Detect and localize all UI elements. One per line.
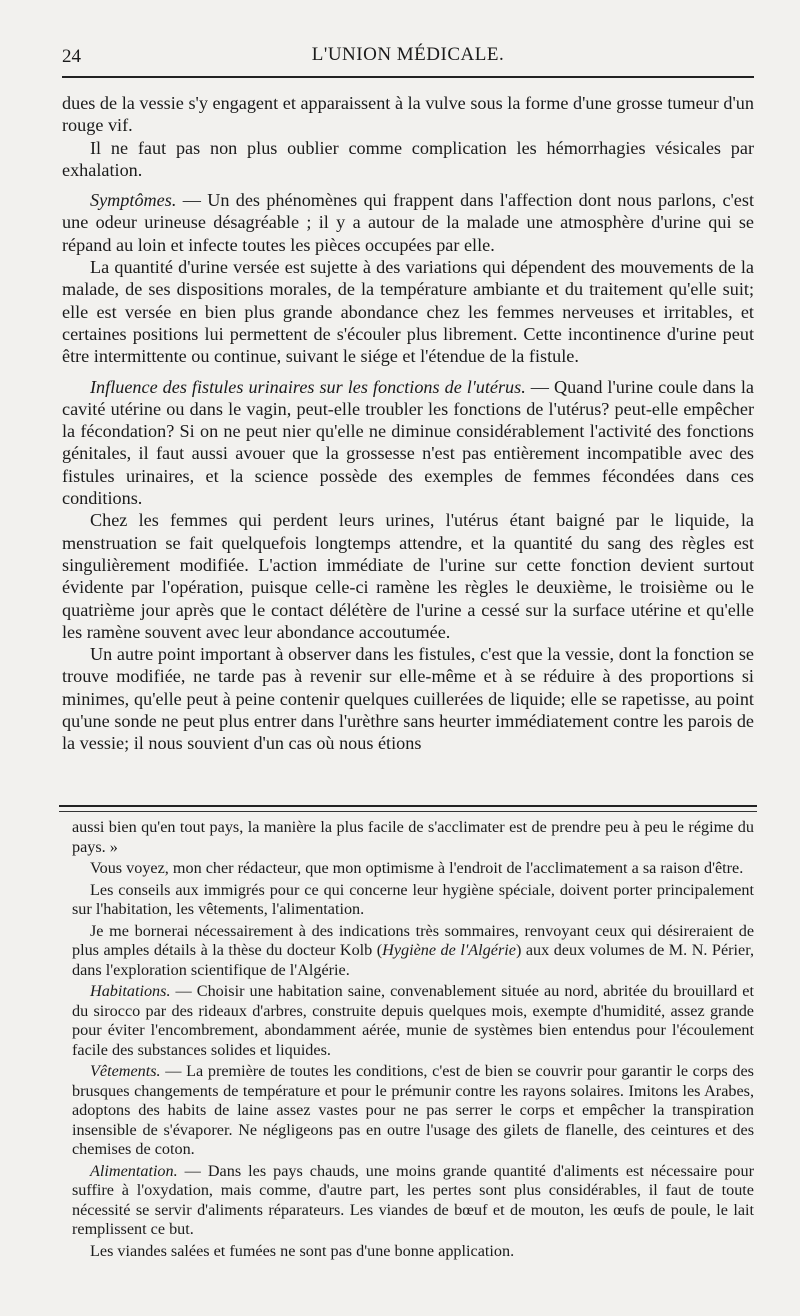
subheading-vetements: Vêtements. [90, 1062, 161, 1080]
feuilleton-paragraph [72, 922, 754, 981]
text-segment: ) aux deux volumes de M. N. Périer, dans l'exploration scientifique de l'Algérie. [72, 941, 754, 979]
feuilleton-paragraph-habitations [72, 982, 754, 1060]
subheading-alimentation: Alimentation. [90, 1161, 178, 1180]
paragraph-body: — Quand l'urine coule dans la cavité utérine ou dans le vagin, peut-elle troubler les fonctions de l'utérus? peut-elle empêcher la fécondation? Si on ne peut nier qu'elle ne diminue considérablement l'activité des fonctions génitales, il faut aussi avouer que la grossesse n'est pas entièrement incompatible avec des fistules urinaires, et la science possède des exemples de femmes fécondées dans ces conditions. [62, 376, 754, 509]
section-heading-influence: Influence des fistules urinaires sur les fonctions de l'utérus. [90, 376, 526, 397]
paragraph-hemorrhagies: Il ne faut pas non plus oublier comme complication les hémorrhagies vésicales par exhalation. [62, 137, 754, 180]
text-segment: — Choisir une habitation saine, convenablement située au nord, abritée du brouillard et du sirocco par des rideaux d'arbres, construite depuis quelques mois, exempte d'humidité, assez grande pour éviter l'encombrement, abondamment aérée, munie de systèmes bien entendus pour l'écoulement facile des substances solides et liquides. [72, 982, 754, 1059]
page [62, 40, 754, 1260]
feuilleton-paragraph-vetements [72, 1062, 754, 1160]
feuilleton-paragraph: aussi bien qu'en tout pays, la manière la plus facile de s'acclimater est de prendre peu à peu le régime du pays. » [72, 818, 754, 856]
paragraph-vessie: Un autre point important à observer dans les fistules, c'est que la vessie, dont la fonction se trouve modifiée, ne tarde pas à revenir sur elle-même et à se réduire à des proportions si minimes, qu'elle peut à peine contenir quelques cuillerées de liquide; elle se rapetisse, au point qu'une sonde ne peut plus entrer dans l'urèthre sans heurter immédiatement contre les parois de la vessie; il nous souvient d'un cas où nous étions [62, 644, 754, 754]
running-header [62, 40, 754, 70]
feuilleton-paragraph: Vous voyez, mon cher rédacteur, que mon optimisme à l'endroit de l'acclimatement a sa raison d'être. [90, 859, 744, 877]
text-segment: Je me bornerai nécessairement à des indications très sommaires, renvoyant ceux qui désireraient de plus amples détails à la thèse du docteur Kolb ( [72, 921, 754, 959]
feuilleton-text [72, 818, 754, 1261]
feuilleton-paragraph: Les viandes salées et fumées ne sont pas d'une bonne application. [90, 1241, 515, 1260]
text-segment: — Dans les pays chauds, une moins grande quantité d'aliments est nécessaire pour suffire à l'oxydation, mais comme, d'autre part, les pertes sont plus considérables, il faut de toute nécessité se servir d'aliments réparateurs. Les viandes de bœuf et de mouton, les œufs de poule, le lait remplissent ce but. [72, 1161, 754, 1238]
feuilleton-paragraph-alimentation [72, 1162, 754, 1240]
feuilleton-paragraph: Les conseils aux immigrés pour ce qui concerne leur hygiène spéciale, doivent porter principalement sur l'habitation, les vêtements, l'alimentation. [72, 880, 754, 918]
feuilleton-divider-thin [59, 811, 757, 812]
page-number: 24 [62, 46, 81, 67]
paragraph-influence [62, 376, 754, 510]
section-heading-symptomes: Symptômes. [90, 190, 177, 211]
header-rule [62, 76, 754, 78]
book-title: Hygiène de l'Algérie [382, 941, 516, 959]
paragraph-continuation: dues de la vessie s'y engagent et apparaissent à la vulve sous la forme d'une grosse tumeur d'un rouge vif. [62, 93, 754, 136]
main-text [62, 92, 754, 755]
paragraph-menstruation: Chez les femmes qui perdent leurs urines, l'utérus étant baigné par le liquide, la menstruation se fait quelquefois longtemps attendre, et la quantité du sang des règles est singulièrement modifiée. L'action immédiate de l'urine sur cette fonction devient surtout évidente par l'opération, puisque celle-ci ramène les règles le deuxième, le troisième ou le quatrième jour après que le contact délétère de l'urine a cessé sur la surface utérine et qu'elle les ramène souvent avec leur abondance accoutumée. [62, 510, 754, 642]
paragraph-body: — Un des phénomènes qui frappent dans l'affection dont nous parlons, c'est une odeur urineuse désagréable ; il y a autour de la malade une atmosphère d'urine qui se répand au loin et infecte toutes les pièces occupées par elle. [62, 190, 754, 255]
subheading-habitations: Habitations. [90, 982, 171, 1000]
feuilleton-divider [59, 805, 757, 807]
paragraph-symptomes [62, 189, 754, 256]
running-title: L'UNION MÉDICALE. [311, 44, 505, 65]
paragraph-quantite: La quantité d'urine versée est sujette à des variations qui dépendent des mouvements de la malade, de ses dispositions morales, de la température ambiante et du traitement qu'elle suit; elle est versée en bien plus grande abondance chez les femmes nerveuses et irritables, et certaines positions lui permettent de s'écouler plus librement. Cette incontinence d'urine peut être intermittente ou continue, suivant le siége et l'étendue de la fistule. [62, 257, 754, 367]
text-segment: — La première de toutes les conditions, c'est de bien se couvrir pour garantir le corps des brusques changements de température et pour le prémunir contre les rayons solaires. Imitons les Arabes, adoptons des habits de laine assez vastes pour ne pas serrer le corps et empêcher la transpiration insensible de s'évaporer. Ne négligeons pas en outre l'usage des gilets de flanelle, des ceintures et des chemises de coton. [72, 1062, 754, 1158]
